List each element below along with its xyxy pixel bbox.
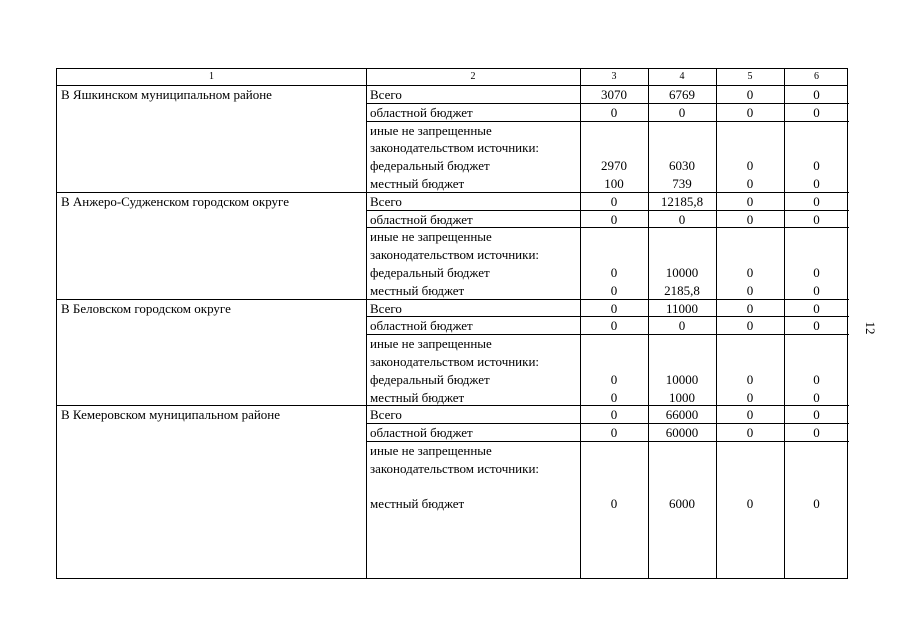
value-col-5 bbox=[716, 460, 784, 477]
value-col-4: 1000 bbox=[669, 389, 695, 405]
value-col-4: 2185,8 bbox=[664, 282, 700, 298]
value-col-6: 0 bbox=[813, 318, 820, 334]
column-divider bbox=[366, 69, 367, 578]
value-col-4 bbox=[648, 460, 716, 477]
value-col-3: 0 bbox=[610, 425, 618, 441]
header-cell-6: 6 bbox=[814, 71, 819, 82]
value-col-5: 0 bbox=[746, 496, 754, 512]
value-col-5 bbox=[716, 442, 784, 459]
source-label: иные не запрещенные bbox=[370, 229, 492, 245]
value-col-5: 0 bbox=[746, 87, 754, 102]
source-label: Всего bbox=[370, 407, 402, 423]
value-col-4: 0 bbox=[678, 104, 686, 120]
value-col-4: 6030 bbox=[669, 158, 695, 174]
value-col-6 bbox=[784, 335, 849, 352]
row-divider bbox=[366, 423, 849, 424]
value-col-5 bbox=[716, 335, 784, 352]
value-col-3: 0 bbox=[610, 193, 618, 209]
value-col-4 bbox=[648, 139, 716, 156]
value-col-3: 0 bbox=[610, 265, 618, 280]
value-col-6: 0 bbox=[813, 87, 820, 102]
value-col-5: 0 bbox=[746, 193, 754, 209]
value-col-6 bbox=[784, 228, 849, 245]
value-col-3: 0 bbox=[610, 407, 618, 423]
header-cell-2: 2 bbox=[470, 71, 476, 82]
value-col-5: 0 bbox=[746, 318, 754, 334]
value-col-3: 100 bbox=[604, 176, 624, 191]
value-col-5: 0 bbox=[746, 425, 754, 441]
value-col-5: 0 bbox=[746, 282, 754, 298]
source-label: федеральный бюджет bbox=[370, 158, 490, 174]
value-col-6: 0 bbox=[813, 496, 820, 512]
source-label: областной бюджет bbox=[370, 425, 473, 441]
value-col-4: 6769 bbox=[669, 87, 695, 102]
value-col-3 bbox=[580, 335, 648, 352]
value-col-6 bbox=[784, 122, 849, 139]
value-col-3 bbox=[580, 246, 648, 263]
source-label: иные не запрещенные bbox=[370, 122, 492, 138]
value-col-4: 66000 bbox=[665, 407, 699, 423]
value-col-6: 0 bbox=[813, 425, 820, 441]
value-col-3: 0 bbox=[610, 318, 618, 334]
area-name: В Яшкинском муниципальном районе bbox=[61, 87, 272, 102]
value-col-5: 0 bbox=[746, 104, 754, 120]
value-col-4: 6000 bbox=[669, 496, 695, 512]
value-col-4 bbox=[648, 246, 716, 263]
value-col-6: 0 bbox=[813, 211, 820, 227]
source-label: законодательством источники: bbox=[370, 354, 540, 369]
value-col-4 bbox=[648, 335, 716, 352]
value-col-5: 0 bbox=[746, 407, 754, 423]
source-label: иные не запрещенные bbox=[370, 336, 492, 352]
value-col-3 bbox=[580, 139, 648, 156]
row-divider bbox=[366, 103, 849, 104]
row-divider bbox=[366, 316, 849, 317]
value-col-5 bbox=[716, 353, 784, 370]
source-label: местный бюджет bbox=[370, 389, 465, 405]
source-label: местный бюджет bbox=[370, 282, 465, 298]
value-col-3: 0 bbox=[610, 300, 618, 316]
value-col-5: 0 bbox=[746, 300, 754, 316]
value-col-3: 0 bbox=[610, 389, 618, 405]
value-col-6: 0 bbox=[813, 193, 820, 209]
value-col-6 bbox=[784, 246, 849, 263]
value-col-3: 2970 bbox=[601, 158, 627, 174]
page-number: 12 bbox=[863, 321, 878, 335]
value-col-5: 0 bbox=[746, 211, 754, 227]
row-divider bbox=[366, 227, 849, 228]
row-divider bbox=[366, 121, 849, 122]
source-label: федеральный бюджет bbox=[370, 265, 490, 280]
value-col-3 bbox=[580, 353, 648, 370]
value-col-4: 10000 bbox=[665, 265, 699, 280]
source-label: Всего bbox=[370, 193, 402, 209]
value-col-3: 0 bbox=[610, 104, 618, 120]
value-col-3: 0 bbox=[610, 282, 618, 298]
header-cell-3: 3 bbox=[611, 71, 617, 82]
value-col-5 bbox=[716, 122, 784, 139]
header-cell-5: 5 bbox=[747, 71, 753, 82]
value-col-3 bbox=[580, 122, 648, 139]
value-col-5: 0 bbox=[746, 158, 754, 174]
value-col-6 bbox=[784, 139, 849, 156]
value-col-5: 0 bbox=[746, 389, 754, 405]
value-col-5: 0 bbox=[746, 265, 754, 280]
row-divider bbox=[366, 441, 849, 442]
value-col-3 bbox=[580, 442, 648, 459]
value-col-4: 11000 bbox=[665, 300, 699, 316]
value-col-6 bbox=[784, 442, 849, 459]
header-cell-1: 1 bbox=[209, 71, 214, 82]
area-name: В Анжеро-Судженском городском округе bbox=[61, 193, 289, 209]
source-label: областной бюджет bbox=[370, 211, 473, 227]
source-label: областной бюджет bbox=[370, 318, 473, 334]
value-col-6: 0 bbox=[813, 389, 820, 405]
header-cell-4: 4 bbox=[679, 71, 685, 82]
value-col-6: 0 bbox=[813, 407, 820, 423]
value-col-5 bbox=[716, 228, 784, 245]
row-divider bbox=[366, 334, 849, 335]
value-col-4: 0 bbox=[678, 211, 686, 227]
value-col-4: 0 bbox=[678, 318, 686, 334]
value-col-3 bbox=[580, 228, 648, 245]
value-col-6: 0 bbox=[813, 176, 820, 191]
value-col-4 bbox=[648, 122, 716, 139]
area-name: В Кемеровском муниципальном районе bbox=[61, 407, 281, 423]
source-label: Всего bbox=[370, 300, 402, 316]
value-col-6: 0 bbox=[813, 265, 820, 280]
source-label: Всего bbox=[370, 87, 402, 102]
value-col-3: 0 bbox=[610, 371, 618, 387]
row-divider bbox=[366, 210, 849, 211]
area-name: В Беловском городском округе bbox=[61, 300, 231, 316]
value-col-4 bbox=[648, 353, 716, 370]
value-col-4 bbox=[648, 228, 716, 245]
source-label: законодательством источники: bbox=[370, 140, 540, 156]
source-label: законодательством источники: bbox=[370, 460, 540, 476]
table-header-row bbox=[57, 69, 847, 86]
value-col-5: 0 bbox=[746, 371, 754, 387]
value-col-4 bbox=[648, 442, 716, 459]
source-label: законодательством источники: bbox=[370, 247, 540, 263]
value-col-4: 10000 bbox=[665, 371, 699, 387]
value-col-4: 12185,8 bbox=[660, 193, 704, 209]
value-col-4: 739 bbox=[672, 176, 692, 191]
source-label: местный бюджет bbox=[370, 176, 465, 191]
source-label: областной бюджет bbox=[370, 104, 473, 120]
value-col-6: 0 bbox=[813, 371, 820, 387]
source-label: федеральный бюджет bbox=[370, 371, 490, 387]
value-col-3: 3070 bbox=[601, 87, 627, 102]
source-label: местный бюджет bbox=[370, 496, 465, 512]
value-col-6: 0 bbox=[813, 282, 820, 298]
budget-table bbox=[56, 68, 848, 579]
value-col-5 bbox=[716, 246, 784, 263]
value-col-6: 0 bbox=[813, 158, 820, 174]
value-col-4: 60000 bbox=[665, 425, 699, 441]
value-col-3 bbox=[580, 460, 648, 477]
value-col-6: 0 bbox=[813, 300, 820, 316]
value-col-5 bbox=[716, 139, 784, 156]
value-col-6 bbox=[784, 353, 849, 370]
value-col-3: 0 bbox=[610, 211, 618, 227]
value-col-3: 0 bbox=[610, 496, 618, 512]
value-col-6 bbox=[784, 460, 849, 477]
value-col-5: 0 bbox=[746, 176, 754, 191]
value-col-6: 0 bbox=[813, 104, 820, 120]
source-label: иные не запрещенные bbox=[370, 443, 492, 458]
